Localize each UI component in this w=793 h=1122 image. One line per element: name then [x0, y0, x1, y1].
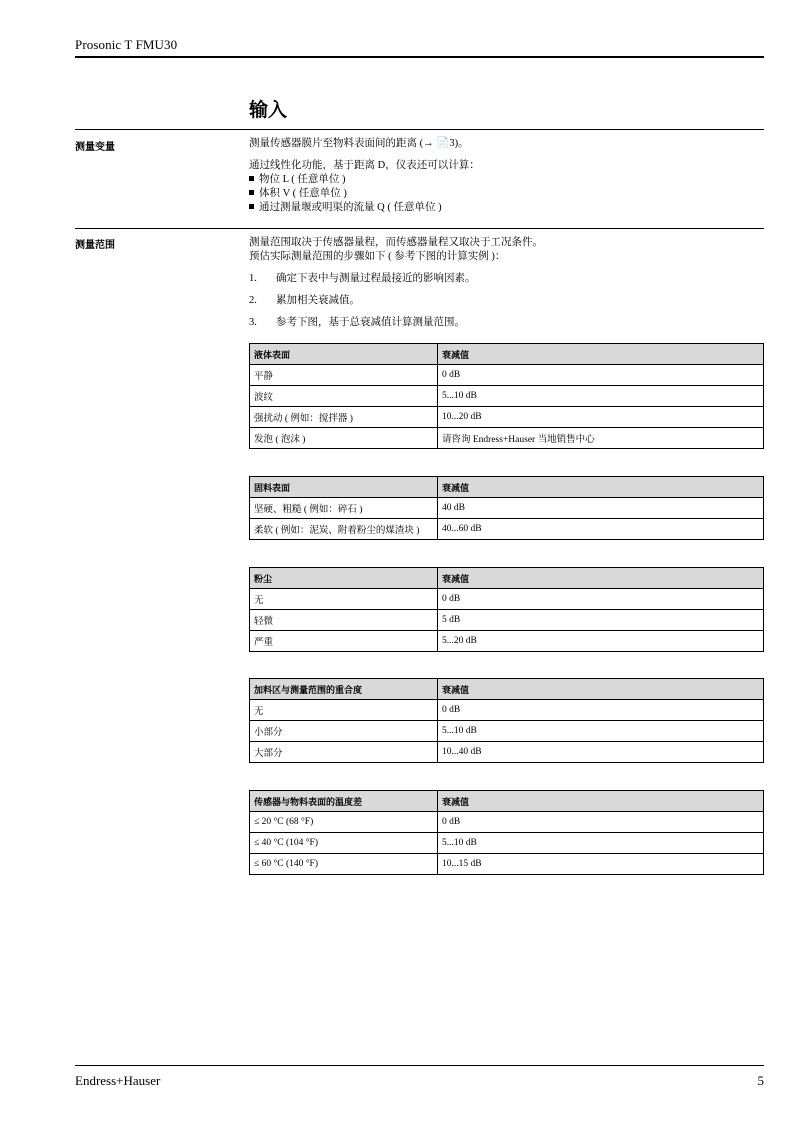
step-number: 1. — [249, 273, 257, 284]
table-cell: 0 dB — [438, 700, 764, 721]
table-cell: 大部分 — [250, 742, 438, 763]
table-row — [250, 428, 764, 449]
table-header-row — [250, 344, 764, 365]
table-row — [250, 498, 764, 519]
table-cell: 坚硬、粗糙 ( 例如：碎石 ) — [250, 498, 438, 519]
table-header-cell: 衰减值 — [438, 791, 764, 812]
section-divider — [75, 228, 764, 229]
table-header-cell: 衰减值 — [438, 679, 764, 700]
dust-table — [249, 567, 764, 652]
section-title: 输入 — [249, 99, 288, 121]
table-cell: 5...10 dB — [438, 386, 764, 407]
table-cell: 轻微 — [250, 610, 438, 631]
table-header-cell: 衰减值 — [438, 344, 764, 365]
measured-variable-label: 测量变量 — [75, 142, 115, 153]
table-row — [250, 833, 764, 854]
measured-variable-line2: 通过线性化功能，基于距离 D，仪表还可以计算： — [249, 160, 480, 171]
measuring-range-line2: 预估实际测量范围的步骤如下 ( 参考下图的计算实例 )： — [249, 251, 506, 262]
table-cell: 无 — [250, 589, 438, 610]
table-cell: 0 dB — [438, 812, 764, 833]
table-header-cell: 衰减值 — [438, 477, 764, 498]
table-row — [250, 700, 764, 721]
table-row — [250, 519, 764, 540]
table-cell: 发泡 ( 泡沫 ) — [250, 428, 438, 449]
table-row — [250, 721, 764, 742]
measured-variable-content — [249, 137, 763, 215]
table-header-cell: 衰减值 — [438, 568, 764, 589]
table-cell: 10...15 dB — [438, 854, 764, 875]
document-header-title: Prosonic T FMU30 — [75, 37, 178, 52]
temperature-difference-table — [249, 790, 764, 875]
table-header-row — [250, 791, 764, 812]
bullet-item: 物位 L ( 任意单位 ) — [249, 173, 763, 187]
measuring-range-label: 测量范围 — [75, 240, 115, 251]
table-row — [250, 812, 764, 833]
table-cell: 5...10 dB — [438, 833, 764, 854]
step-item — [249, 316, 763, 330]
table-row — [250, 589, 764, 610]
table-cell: 请咨询 Endress+Hauser 当地销售中心 — [438, 428, 764, 449]
table-cell: 平静 — [250, 365, 438, 386]
table-row — [250, 631, 764, 652]
measured-variable-line1: 测量传感器膜片至物料表面间的距离 (→ 📄3)。 — [249, 138, 469, 149]
table-header-cell: 固料表面 — [250, 477, 438, 498]
table-cell: 严重 — [250, 631, 438, 652]
table-header-cell: 粉尘 — [250, 568, 438, 589]
table-cell: 0 dB — [438, 589, 764, 610]
table-row — [250, 407, 764, 428]
table-row — [250, 386, 764, 407]
section-divider — [75, 129, 764, 130]
table-cell: 5...10 dB — [438, 721, 764, 742]
bullet-item: 体积 V ( 任意单位 ) — [249, 187, 763, 201]
page-number: 5 — [757, 1073, 764, 1088]
step-number: 3. — [249, 317, 257, 328]
table-cell: 10...20 dB — [438, 407, 764, 428]
table-cell: 小部分 — [250, 721, 438, 742]
table-header-row — [250, 679, 764, 700]
table-header-cell: 传感器与物料表面的温度差 — [250, 791, 438, 812]
table-cell: 0 dB — [438, 365, 764, 386]
table-cell: 5 dB — [438, 610, 764, 631]
bullet-item: 通过测量堰或明渠的流量 Q ( 任意单位 ) — [249, 201, 763, 215]
liquid-surface-table — [249, 343, 764, 449]
solid-surface-table — [249, 476, 764, 540]
table-header-cell: 加料区与测量范围的重合度 — [250, 679, 438, 700]
table-cell: ≤ 20 °C (68 °F) — [250, 812, 438, 833]
footer-brand: Endress+Hauser — [75, 1073, 161, 1088]
table-cell: 5...20 dB — [438, 631, 764, 652]
table-row — [250, 610, 764, 631]
table-cell: 波纹 — [250, 386, 438, 407]
table-header-cell: 液体表面 — [250, 344, 438, 365]
table-row — [250, 365, 764, 386]
table-cell: 40...60 dB — [438, 519, 764, 540]
table-cell: 无 — [250, 700, 438, 721]
table-cell: 10...40 dB — [438, 742, 764, 763]
table-cell: ≤ 40 °C (104 °F) — [250, 833, 438, 854]
measuring-range-line1: 测量范围取决于传感器量程，而传感器量程又取决于工况条件。 — [249, 237, 543, 248]
step-number: 2. — [249, 295, 257, 306]
table-cell: 柔软 ( 例如：泥炭、附着粉尘的煤渣块 ) — [250, 519, 438, 540]
step-text: 参考下图，基于总衰减值计算测量范围。 — [276, 317, 465, 328]
filling-overlap-table — [249, 678, 764, 763]
measuring-range-content — [249, 236, 763, 330]
footer-rule — [75, 1065, 764, 1066]
step-item — [249, 294, 763, 308]
table-cell: ≤ 60 °C (140 °F) — [250, 854, 438, 875]
table-cell: 40 dB — [438, 498, 764, 519]
table-header-row — [250, 477, 764, 498]
table-row — [250, 742, 764, 763]
table-header-row — [250, 568, 764, 589]
table-row — [250, 854, 764, 875]
header-rule — [75, 56, 764, 58]
table-cell: 强扰动 ( 例如：搅拌器 ) — [250, 407, 438, 428]
step-item — [249, 272, 763, 286]
step-text: 确定下表中与测量过程最接近的影响因素。 — [276, 273, 476, 284]
step-text: 累加相关衰减值。 — [276, 295, 360, 306]
